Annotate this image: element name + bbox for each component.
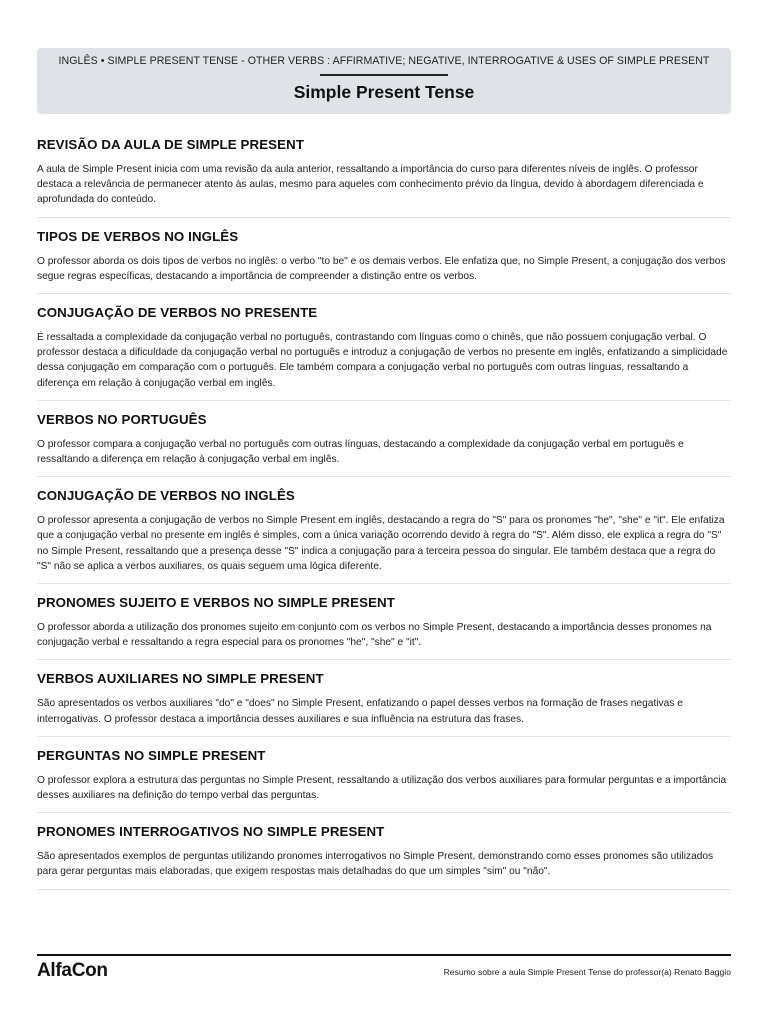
section-title: CONJUGAÇÃO DE VERBOS NO PRESENTE xyxy=(37,305,318,321)
document-header xyxy=(37,48,731,114)
section-title: TIPOS DE VERBOS NO INGLÊS xyxy=(37,228,239,244)
header-divider xyxy=(320,74,448,76)
section-text: O professor compara a conjugação verbal no português com outras línguas, destacando a complexidade da conjugação verbal em português e ressaltando a diferença em relação à conjugação verbal em inglês. xyxy=(37,438,684,466)
section-text: O professor aborda os dois tipos de verbos no inglês: o verbo "to be" e os demais verbos. Ele enfatiza que, no Simple Present, a conjugação dos verbos segue regras específicas, destacando a importância de compreender a distinção entre os verbos. xyxy=(37,255,726,282)
section-verbos-auxiliares xyxy=(37,660,731,736)
section-pronomes-interrogativos xyxy=(37,813,731,889)
section-title: REVISÃO DA AULA DE SIMPLE PRESENT xyxy=(37,137,305,152)
page-title: Simple Present Tense xyxy=(293,82,475,102)
document-content xyxy=(37,126,731,890)
section-title: VERBOS NO PORTUGUÊS xyxy=(37,411,207,427)
section-title: PRONOMES SUJEITO E VERBOS NO SIMPLE PRESENT xyxy=(37,595,395,611)
section-revisao xyxy=(37,126,731,218)
section-tipos-de-verbos xyxy=(37,218,731,294)
section-title: VERBOS AUXILIARES NO SIMPLE PRESENT xyxy=(37,671,324,687)
section-conjugacao-presente xyxy=(37,294,731,401)
alfacon-logo: AlfaCon xyxy=(37,960,108,981)
section-text: O professor apresenta a conjugação de verbos no Simple Present em inglês, destacando a regra do "S" para os pronomes "he", "she" e "it". Ele enfatiza que a conjugação verbal no presente em inglês é simples, com a única variação ocorrendo devido à regra do "S". Além disso, ele explica a regra do "S" no Simple Present, ressaltando que a presença desse "S" indica a conjugação para a terceira pessoa do singular. Ele também destaca que a regra do "S" não se aplica a verbos auxiliares, os quais seguem uma lógica diferente. xyxy=(37,515,725,572)
footer-credit: Resumo sobre a aula Simple Present Tense do professor(a) Renato Baggio xyxy=(443,967,731,977)
section-verbos-portugues xyxy=(37,401,731,477)
section-text: É ressaltada a complexidade da conjugação verbal no português, contrastando com línguas como o chinês, que não possuem conjugação verbal. O professor destaca a dificuldade da conjugação verbal no português e introduz a conjugação de verbos no presente em inglês, enfatizando a simplicidade dessa conjugação em comparação com o português. Ele também compara a conjugação verbal no português com outras línguas, ressaltando a diferença em relação à conjugação verbal em inglês. xyxy=(37,332,728,389)
section-text: São apresentados exemplos de perguntas utilizando pronomes interrogativos no Simple Present, demonstrando como esses pronomes são utilizados para gerar perguntas mais elaboradas, que exigem respostas mais detalhadas do que um simples "sim" ou "não". xyxy=(37,851,714,878)
section-text: São apresentados os verbos auxiliares "do" e "does" no Simple Present, enfatizando o papel desses verbos na formação de frases negativas e interrogativas. O professor destaca a importância desses auxiliares e sua influência na estrutura das frases. xyxy=(37,698,683,725)
section-title: PERGUNTAS NO SIMPLE PRESENT xyxy=(37,747,266,763)
section-text: A aula de Simple Present inicia com uma revisão da aula anterior, ressaltando a importância do curso para diferentes níveis de inglês. O professor destaca a relevância de permanecer atento às aulas, mesmo para aqueles com conhecimento prévio da língua, devido à abordagem diferenciada e aprofundada do conteúdo. xyxy=(37,164,704,206)
breadcrumb: INGLÊS • SIMPLE PRESENT TENSE - OTHER VERBS : AFFIRMATIVE; NEGATIVE, INTERROGATIVE & USES OF SIMPLE PRESENT xyxy=(58,55,710,67)
section-text: O professor explora a estrutura das perguntas no Simple Present, ressaltando a utilização dos verbos auxiliares para formular perguntas e a importância desses auxiliares na definição do tempo verbal das perguntas. xyxy=(37,774,727,802)
footer-divider xyxy=(37,954,731,956)
section-text: O professor aborda a utilização dos pronomes sujeito em conjunto com os verbos no Simple Present, destacando a importância desses pronomes na conjugação verbal e ressaltando a regra especial para os pronomes "he", "she" e "it". xyxy=(37,622,712,649)
section-title: CONJUGAÇÃO DE VERBOS NO INGLÊS xyxy=(37,488,295,504)
section-perguntas xyxy=(37,737,731,813)
section-title: PRONOMES INTERROGATIVOS NO SIMPLE PRESENT xyxy=(37,824,385,840)
section-pronomes-sujeito xyxy=(37,584,731,660)
section-conjugacao-ingles xyxy=(37,477,731,584)
